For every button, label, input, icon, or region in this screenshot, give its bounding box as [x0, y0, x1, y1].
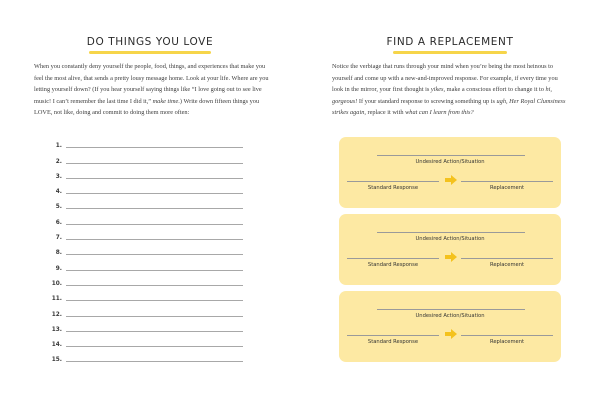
list-item[interactable] — [48, 227, 243, 242]
right-paragraph — [332, 61, 570, 119]
list-item[interactable] — [48, 288, 243, 303]
left-paragraph-part: When you constantly deny yourself the people, food, things, and experiences that make you feel the most alive, that sends a pretty lousy message home. Look at your life. Where are you letting yourself down? (If you hear yourself saying things like “I love going out to see live music! I can’t remember the last time I did it,” — [34, 63, 269, 105]
left-heading — [0, 36, 300, 54]
left-heading-text: DO THINGS YOU LOVE — [86, 36, 214, 48]
standard-write-line[interactable] — [347, 258, 439, 259]
replacement-label: Replacement — [489, 185, 525, 191]
list-number: 12. — [51, 311, 62, 318]
list-number: 7. — [55, 235, 62, 242]
replacement-write-line[interactable] — [461, 335, 553, 336]
list-number: 8. — [55, 250, 62, 257]
replacement-write-line[interactable] — [461, 181, 553, 182]
list-number: 4. — [55, 189, 62, 196]
right-heading-text: FIND A REPLACEMENT — [386, 36, 514, 48]
write-in-line[interactable] — [66, 239, 243, 240]
standard-write-line[interactable] — [347, 181, 439, 182]
left-paragraph-part: ) Write down fifteen things you LOVE, not like, doing and commit to doing them more often: — [34, 97, 260, 116]
list-number: 5. — [55, 204, 62, 211]
replacement-label: Replacement — [489, 339, 525, 345]
left-paragraph — [34, 61, 270, 119]
list-item[interactable] — [48, 135, 243, 150]
love-list — [48, 135, 243, 364]
list-number: 1. — [55, 143, 62, 150]
list-item[interactable] — [48, 273, 243, 288]
write-in-line[interactable] — [66, 361, 243, 362]
write-in-line[interactable] — [66, 300, 243, 301]
right-paragraph-emphasis: hi, gorgeous! — [332, 86, 553, 105]
arrow-right-icon — [445, 175, 457, 185]
right-paragraph-part: Notice the verbiage that runs through your mind when you’re being the most heinous to yourself and come up with a new-and-improved response. For example, if every time you look in the mirror, your first thought is — [332, 63, 558, 93]
write-in-line[interactable] — [66, 147, 243, 148]
list-item[interactable] — [48, 303, 243, 318]
replacement-box — [339, 137, 561, 208]
right-paragraph-emphasis: yikes, — [430, 86, 446, 93]
right-paragraph-emphasis: what can I learn from this? — [405, 109, 474, 116]
list-item[interactable] — [48, 257, 243, 272]
standard-response-label: Standard Response — [367, 339, 419, 345]
write-in-line[interactable] — [66, 254, 243, 255]
write-in-line[interactable] — [66, 224, 243, 225]
arrow-right-icon — [445, 252, 457, 262]
list-item[interactable] — [48, 166, 243, 181]
list-number: 13. — [51, 326, 62, 333]
standard-response-label: Standard Response — [367, 262, 419, 268]
replacement-box — [339, 214, 561, 285]
list-item[interactable] — [48, 196, 243, 211]
arrow-right-icon — [445, 329, 457, 339]
list-number: 3. — [55, 173, 62, 180]
write-in-line[interactable] — [66, 270, 243, 271]
list-number: 10. — [51, 280, 62, 287]
right-paragraph-part: replace it with — [365, 109, 406, 116]
list-number: 2. — [55, 158, 62, 165]
list-item[interactable] — [48, 334, 243, 349]
standard-response-label: Standard Response — [367, 185, 419, 191]
undesired-write-line[interactable] — [377, 309, 525, 310]
replacement-label: Replacement — [489, 262, 525, 268]
list-item[interactable] — [48, 319, 243, 334]
list-item[interactable] — [48, 181, 243, 196]
undesired-write-line[interactable] — [377, 232, 525, 233]
list-number: 9. — [55, 265, 62, 272]
right-paragraph-part: make a conscious effort to change it to — [445, 86, 546, 93]
standard-write-line[interactable] — [347, 335, 439, 336]
write-in-line[interactable] — [66, 163, 243, 164]
list-item[interactable] — [48, 150, 243, 165]
list-number: 15. — [51, 357, 62, 364]
list-item[interactable] — [48, 242, 243, 257]
right-paragraph-emphasis: ugh, Her Royal Clumsiness strikes again, — [332, 97, 566, 116]
write-in-line[interactable] — [66, 285, 243, 286]
undesired-label: Undesired Action/Situation — [415, 159, 485, 165]
list-number: 6. — [55, 219, 62, 226]
write-in-line[interactable] — [66, 193, 243, 194]
list-item[interactable] — [48, 349, 243, 364]
undesired-write-line[interactable] — [377, 155, 525, 156]
undesired-label: Undesired Action/Situation — [415, 236, 485, 242]
undesired-label: Undesired Action/Situation — [415, 313, 485, 319]
left-paragraph-emphasis: make time. — [152, 97, 180, 105]
replacement-box — [339, 291, 561, 362]
right-heading-underline — [393, 51, 507, 54]
right-paragraph-part: If your standard response to screwing something up is — [357, 97, 497, 105]
write-in-line[interactable] — [66, 331, 243, 332]
list-number: 11. — [51, 296, 62, 303]
list-number: 14. — [51, 342, 62, 349]
write-in-line[interactable] — [66, 178, 243, 179]
write-in-line[interactable] — [66, 346, 243, 347]
right-heading — [300, 36, 600, 54]
replacement-write-line[interactable] — [461, 258, 553, 259]
list-item[interactable] — [48, 211, 243, 226]
left-heading-underline — [89, 51, 211, 54]
write-in-line[interactable] — [66, 316, 243, 317]
write-in-line[interactable] — [66, 208, 243, 209]
